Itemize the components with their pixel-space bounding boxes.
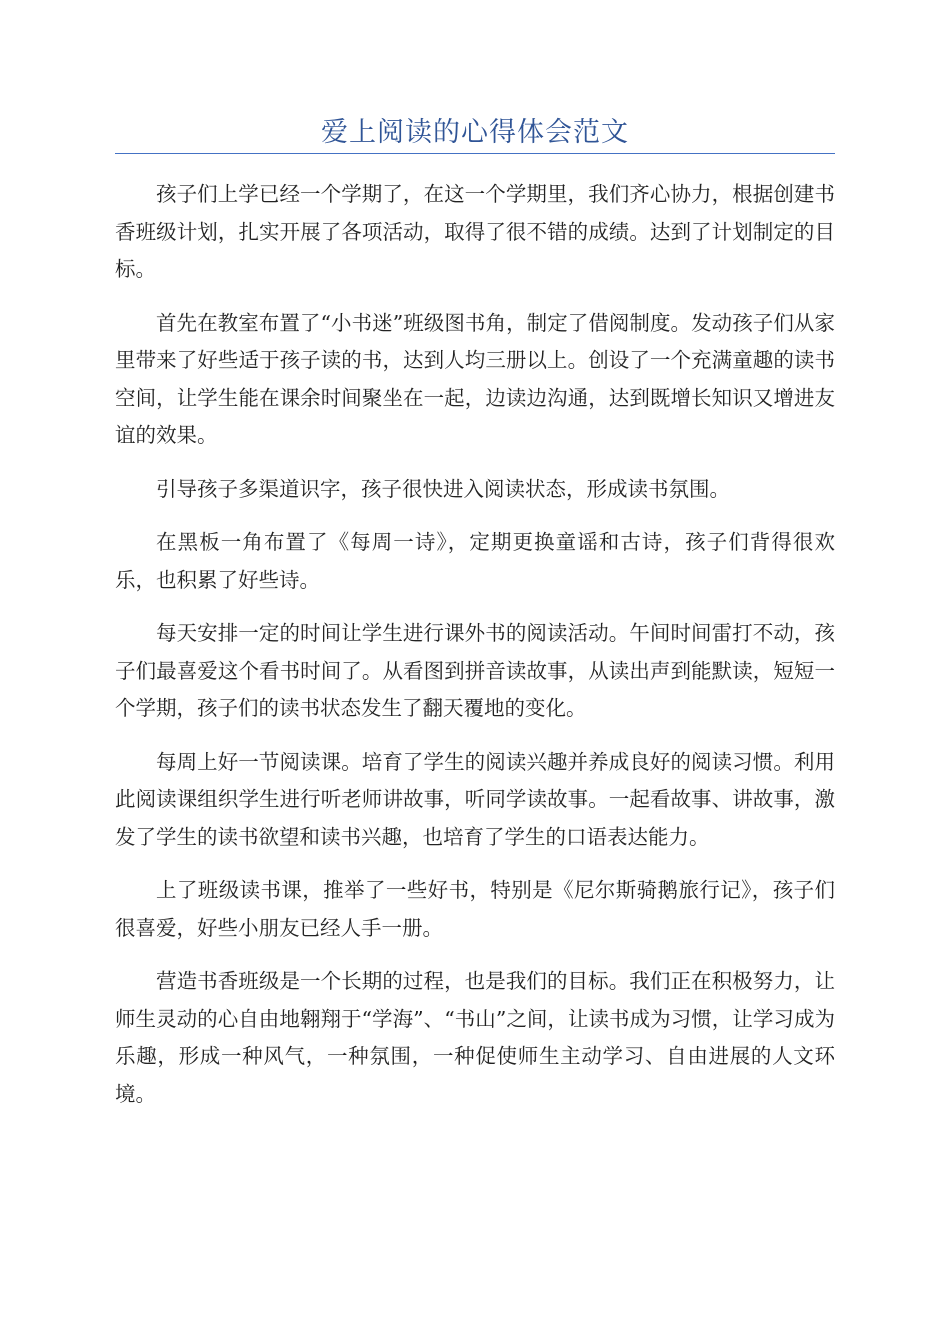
- paragraph-3: 引导孩子多渠道识字，孩子很快进入阅读状态，形成读书氛围。: [156, 476, 730, 501]
- paragraph-1: 孩子们上学已经一个学期了，在这一个学期里，我们齐心协力，根据创建书香班级计划，扎实开展了各项活动，取得了很不错的成绩。达到了计划制定的目标。: [115, 182, 835, 281]
- paragraph-4: 在黑板一角布置了《每周一诗》，定期更换童谣和古诗，孩子们背得很欢乐，也积累了好些诗。: [115, 530, 835, 592]
- document-title: 爱上阅读的心得体会范文: [321, 117, 629, 148]
- document-body: [115, 176, 835, 1129]
- paragraph-5: 每天安排一定的时间让学生进行课外书的阅读活动。午间时间雷打不动，孩子们最喜爱这个看书时间了。从看图到拼音读故事，从读出声到能默读，短短一个学期，孩子们的读书状态发生了翻天覆地的变化。: [115, 621, 835, 720]
- title-underline: [115, 153, 835, 154]
- paragraph-7: 上了班级读书课，推举了一些好书，特别是《尼尔斯骑鹅旅行记》，孩子们很喜爱，好些小朋友已经人手一册。: [115, 878, 835, 940]
- paragraph-2: 首先在教室布置了“小书迷”班级图书角，制定了借阅制度。发动孩子们从家里带来了好些适于孩子读的书，达到人均三册以上。创设了一个充满童趣的读书空间，让学生能在课余时间聚坐在一起，边读边沟通，达到既增长知识又增进友谊的效果。: [115, 310, 835, 447]
- paragraph-6: 每周上好一节阅读课。培育了学生的阅读兴趣并养成良好的阅读习惯。利用此阅读课组织学生进行听老师讲故事，听同学读故事。一起看故事、讲故事，激发了学生的读书欲望和读书兴趣，也培育了学生的口语表达能力。: [115, 749, 835, 849]
- paragraph-8: 营造书香班级是一个长期的过程，也是我们的目标。我们正在积极努力，让师生灵动的心自由地翱翔于“学海”、“书山”之间，让读书成为习惯，让学习成为乐趣，形成一种风气，一种氛围，一种促使师生主动学习、自由进展的人文环境。: [115, 969, 835, 1106]
